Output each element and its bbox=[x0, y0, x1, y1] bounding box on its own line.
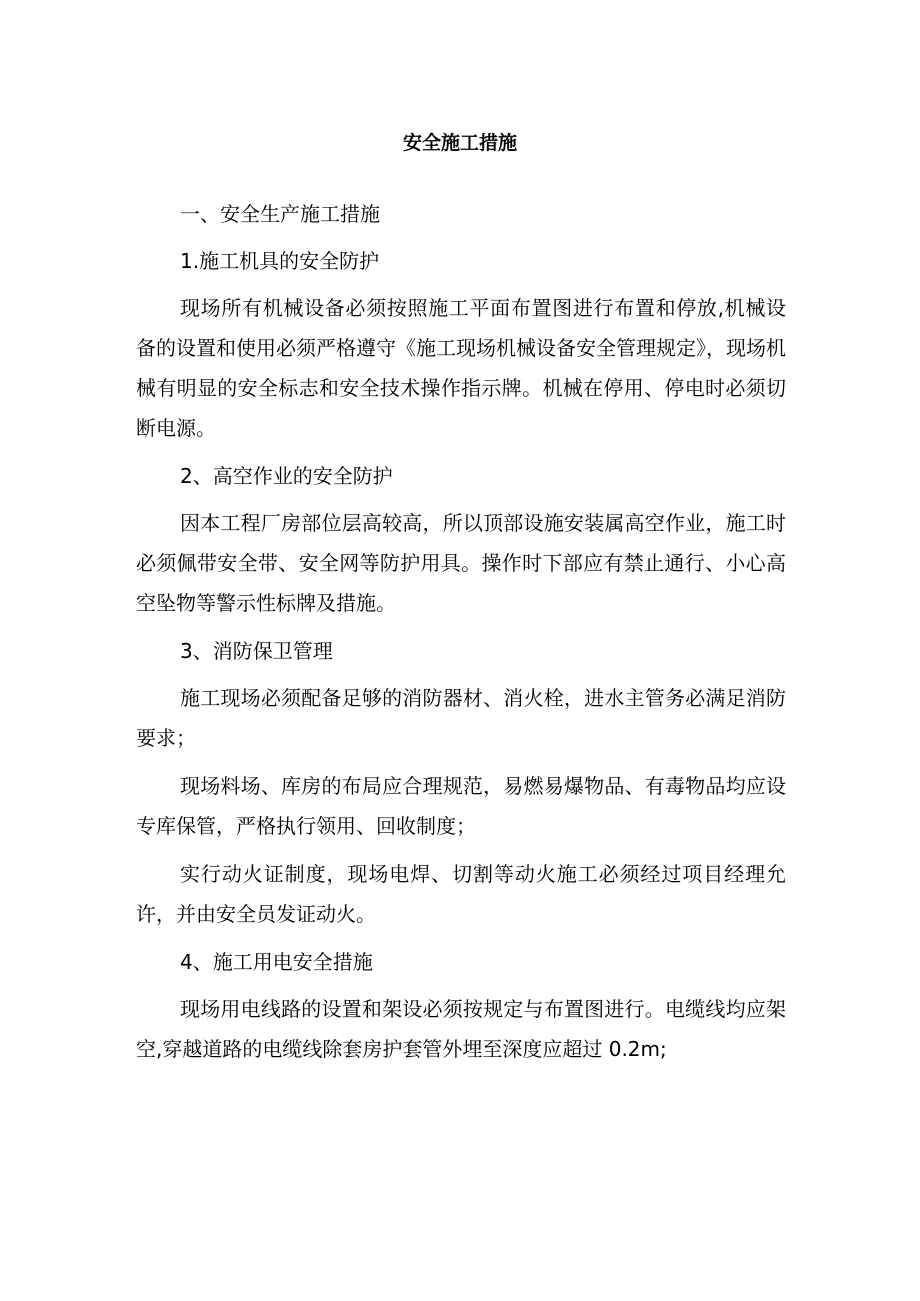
paragraph-storage: 现场料场、库房的布局应合理规范，易燃易爆物品、有毒物品均应设专库保管，严格执行领用、回收制度； bbox=[136, 774, 786, 838]
subsection-heading-height-work: 2、高空作业的安全防护 bbox=[180, 464, 393, 488]
paragraph-electricity: 现场用电线路的设置和架设必须按规定与布置图进行。电缆线均应架空,穿越道路的电缆线除套房护套管外埋至深度应超过 0.2m; bbox=[136, 997, 786, 1061]
paragraph-height-work: 因本工程厂房部位层高较高，所以顶部设施安装属高空作业，施工时必须佩带安全带、安全网等防护用具。操作时下部应有禁止通行、小心高空坠物等警示性标牌及措施。 bbox=[136, 511, 786, 615]
paragraph-machinery: 现场所有机械设备必须按照施工平面布置图进行布置和停放,机械设备的设置和使用必须严格遵守《施工现场机械设备安全管理规定》，现场机械有明显的安全标志和安全技术操作指示牌。机械在停用、停电时必须切断电源。 bbox=[136, 296, 786, 440]
subsection-heading-machinery: 1.施工机具的安全防护 bbox=[180, 249, 380, 273]
subsection-heading-fire-security: 3、消防保卫管理 bbox=[180, 639, 333, 663]
paragraph-fire-equipment: 施工现场必须配备足够的消防器材、消火栓，进水主管务必满足消防要求； bbox=[136, 686, 786, 750]
document-title: 安全施工措施 bbox=[402, 132, 517, 154]
section-heading-1: 一、安全生产施工措施 bbox=[180, 202, 380, 226]
subsection-heading-electricity: 4、施工用电安全措施 bbox=[180, 950, 373, 974]
document-body bbox=[136, 194, 786, 1077]
paragraph-hot-work: 实行动火证制度，现场电焊、切割等动火施工必须经过项目经理允许，并由安全员发证动火。 bbox=[136, 862, 786, 926]
